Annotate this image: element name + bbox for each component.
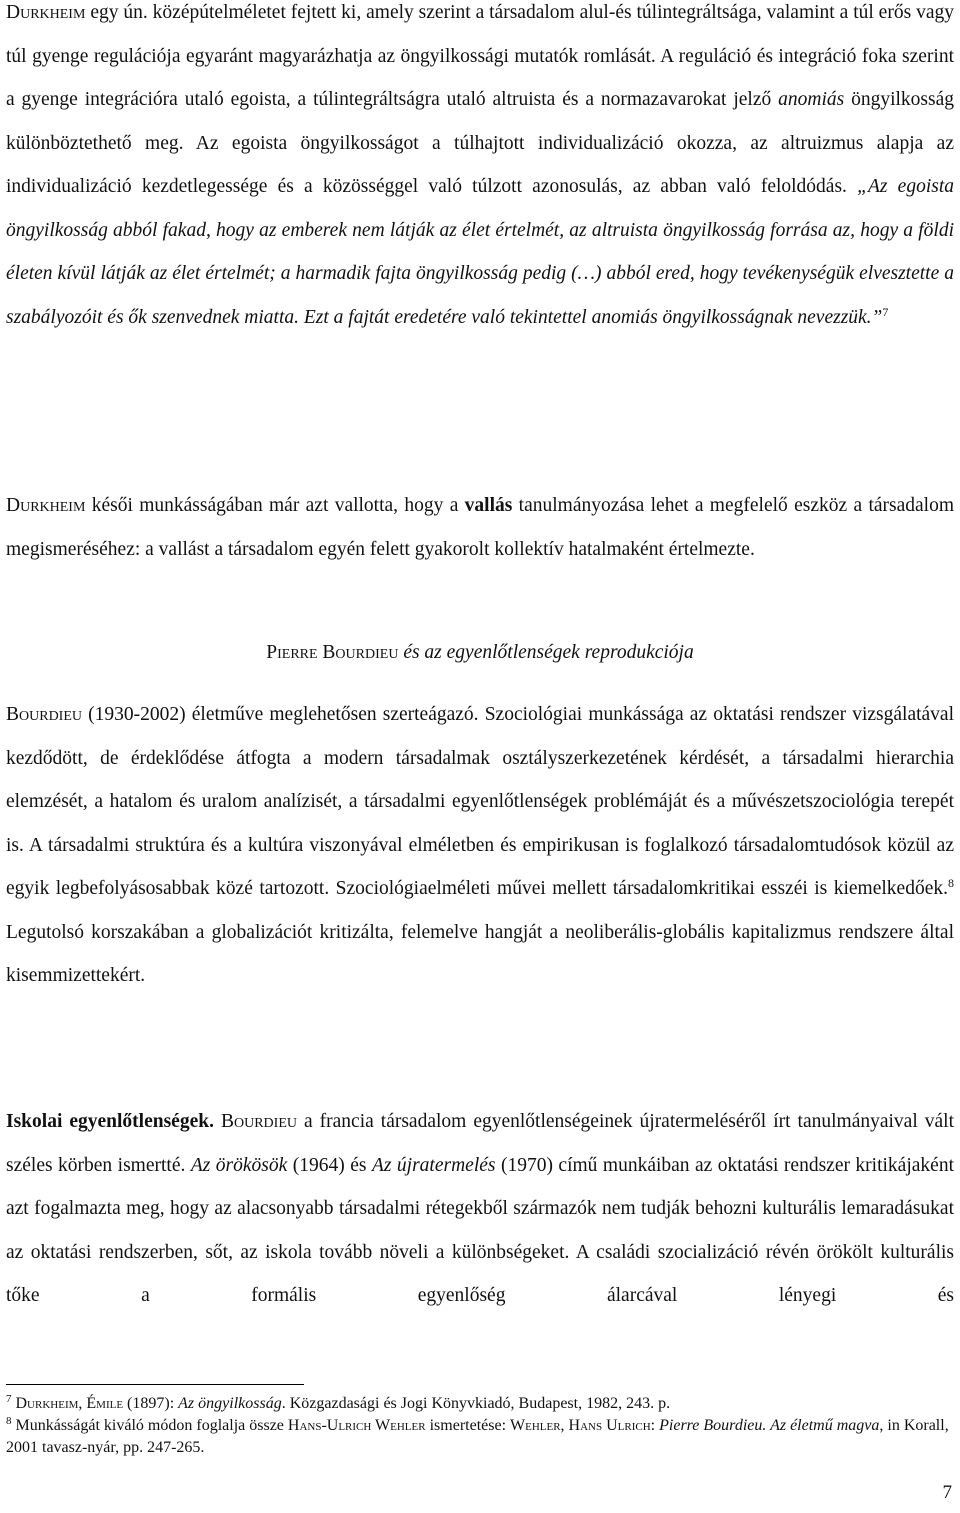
paragraph-text: öngyilkosság különböztethető meg. Az egoista öngyilkosságot a túlhajtott individualizáció okozza, az altruizmus alapja az individualizáció kezdetlegessége és a közösséggel való túlzott azonosulás, az abban való feloldódás.	[6, 89, 954, 197]
section-heading	[6, 631, 954, 675]
work-title-ujratermeles: Az újratermelés	[371, 1154, 496, 1176]
footnote-ref-7[interactable]: 7	[882, 304, 889, 319]
paragraph-text: (1930-2002) életműve meglehetősen szerteágazó. Szociológiai munkássága az oktatási rendszer vizsgálatával kezdődött, de érdeklődése átfogta a modern társadalmak osztályszerkezetének kérdését, a társadalmi hierarchia elemzését, a hatalom és uralom analízisét, a társadalmi egyenlőtlenségek problémáját és a művészetszociológia terepét is. A társadalmi struktúra és a kultúra viszonyával elméletben és empirikusan is foglalkozó társadalomtudósok közül az egyik legbefolyásosabbak közé tartozott. Szociológiaelméleti művei mellett társadalomkritikai esszéi is kiemelkedőek.	[6, 704, 954, 899]
paragraph-text: Legutolsó korszakában a globalizációt kritizálta, felemelve hangját a neoliberális-globális kapitalizmus rendszere által kisemmizettekért.	[6, 921, 954, 986]
term-anomias: anomiás	[778, 89, 845, 110]
footnote-author: Durkheim, Émile	[15, 1395, 124, 1412]
footnote-author: Hans-Ulrich Wehler	[287, 1417, 426, 1434]
paragraph-text: késői munkásságában már azt vallotta, hogy a	[85, 495, 465, 516]
footnotes	[6, 1393, 954, 1459]
page-number: 7	[942, 1482, 952, 1503]
paragraph-durkheim-suicide	[6, 0, 954, 339]
paragraph-text: egy ún. középútelméletet fejtett ki, amely szerint a társadalom alul-és túlintegráltsága, valamint a túl erős vagy túl gyenge regulációja egyaránt magyarázhatja az öngyilkossági mutatók romlását. A reguláció és integráció foka szerint a gyenge integrációra utaló egoista, a túlintegráltságra utaló altruista és a normazavarokat jelző	[6, 2, 954, 110]
footnote-7: $^7$ Durkheim, Émile (1897): Az öngyilkosság. Közgazdasági és Jogi Könyvkiadó, Budapest, 1982, 243. p.	[6, 1393, 671, 1412]
author-name-durkheim: Durkheim	[6, 495, 86, 516]
term-vallas: vallás	[464, 495, 513, 516]
footnote-title: Az öngyilkosság	[178, 1395, 282, 1412]
footnote-separator	[6, 1384, 304, 1385]
paragraph-text: a francia társadalom egyenlőtlenségeinek újratermeléséről írt tanulmányaival vált széles körben ismertté.	[6, 1111, 954, 1176]
footnote-8: $^8$ Munkásságát kiváló módon foglalja össze Hans-Ulrich Wehler ismertetése: Wehler, Hans Ulrich: Pierre Bourdieu. Az életmű magva, in Korall, 2001 tavasz-nyár, pp. 247-265.	[6, 1415, 949, 1456]
author-name-durkheim: Durkheim	[6, 2, 86, 23]
paragraph-text: (1970) című munkáiban az oktatási rendszer kritikájaként azt fogalmazta meg, hogy az alacsonyabb társadalmi rétegekből származók nem tudják behozni kulturális lemaradásukat az oktatási rendszerben, sőt, az iskola tovább növeli a különbségeket. A családi szocializáció révén örökölt kulturális tőke a formális egyenlőség álarcával lényegi és	[6, 1154, 954, 1306]
heading-name: Pierre Bourdieu	[266, 642, 399, 663]
footnote-ref-8[interactable]: 8	[948, 876, 954, 890]
paragraph-text: tanulmányozása lehet a megfelelő eszköz a társadalom megismeréséhez: a vallást a társadalom egyén felett gyakorolt kollektív hatalmaként értelmezte.	[6, 495, 954, 560]
author-name-bourdieu: Bourdieu	[220, 1111, 297, 1132]
footnote-number: 8	[6, 1415, 12, 1427]
quote-durkheim: „Az egoista öngyilkosság abból fakad, hogy az emberek nem látják az élet értelmét, az altruista öngyilkosság forrása az, hogy a földi életen kívül látják az élet értelmét; a harmadik fajta öngyilkosság pedig (…) abból ered, hogy tevékenységük elvesztette a szabályozóit és ők szenvednek miatta. Ezt a fajtát eredetére való tekintettel anomiás öngyilkosságnak nevezzük.”	[6, 176, 954, 328]
heading-title: és az egyenlőtlenségek reprodukciója	[398, 642, 694, 663]
paragraph-bourdieu-intro	[6, 693, 954, 998]
footnote-number: 7	[6, 1393, 12, 1405]
run-in-heading: Iskolai egyenlőtlenségek.	[6, 1111, 214, 1132]
paragraph-school-inequalities	[6, 1100, 954, 1318]
footnote-author: Wehler, Hans Ulrich	[510, 1417, 651, 1434]
paragraph-text: (1964) és	[287, 1154, 372, 1176]
work-title-orokosok: Az örökösök	[190, 1154, 288, 1176]
author-name-bourdieu: Bourdieu	[6, 704, 82, 725]
paragraph-durkheim-religion	[6, 484, 954, 571]
footnote-title: Pierre Bourdieu. Az életmű magva	[659, 1417, 880, 1434]
